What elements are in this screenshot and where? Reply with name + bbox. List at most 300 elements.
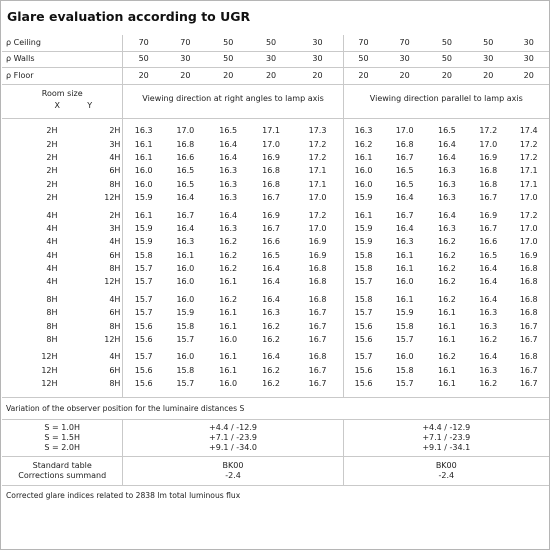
- footer-row: [2, 485, 549, 506]
- ugr-value: 16.2: [262, 321, 280, 331]
- table-row: [2, 320, 549, 333]
- room-x: 2H: [46, 152, 58, 162]
- ugr-value: 16.1: [354, 210, 373, 220]
- ugr-value: 15.7: [134, 294, 153, 304]
- ugr-value: 16.4: [479, 294, 498, 304]
- reflectance-value: 20: [123, 68, 164, 85]
- reflectance-value: 50: [250, 35, 293, 51]
- standard-parallel-table: BK00: [435, 460, 457, 470]
- ugr-value: 15.8: [354, 250, 373, 260]
- table-row: [2, 364, 549, 377]
- room-y: 12H: [64, 276, 123, 289]
- ugr-value: 16.5: [438, 126, 456, 136]
- standard-right-table: BK00: [222, 460, 244, 470]
- ugr-value: 16.5: [176, 166, 195, 176]
- page-title: Glare evaluation according to UGR: [7, 9, 251, 24]
- ugr-value: 16.4: [395, 223, 414, 233]
- room-y: 6H: [64, 307, 123, 320]
- reflectance-label: ρ Floor: [2, 68, 123, 85]
- ugr-value: 15.7: [134, 264, 153, 274]
- ugr-value: 16.8: [293, 351, 344, 364]
- ugr-value: 15.7: [395, 379, 414, 389]
- ugr-value: 16.7: [293, 307, 344, 320]
- ugr-value: 17.0: [262, 139, 280, 149]
- reflectance-label: ρ Ceiling: [2, 35, 123, 51]
- observer-parallel-value: +9.1 / -34.1: [422, 442, 471, 452]
- table-row: [2, 293, 549, 306]
- observer-parallel-value: +7.1 / -23.9: [422, 432, 471, 442]
- reflectance-value: 70: [343, 35, 383, 51]
- ugr-value: 16.0: [176, 264, 195, 274]
- ugr-value: 16.4: [219, 152, 238, 162]
- ugr-value: 17.3: [293, 125, 344, 138]
- ugr-value: 16.3: [479, 321, 498, 331]
- s-labels: [2, 419, 123, 456]
- ugr-value: 16.9: [262, 152, 280, 162]
- room-y: 8H: [64, 378, 123, 391]
- ugr-value: 15.9: [354, 237, 373, 247]
- ugr-value: 16.3: [219, 193, 238, 203]
- ugr-value: 16.8: [519, 294, 538, 304]
- ugr-value: 16.1: [219, 308, 238, 318]
- ugr-value: 17.0: [176, 126, 195, 136]
- room-size-label: Room size: [41, 88, 83, 98]
- ugr-value: 15.8: [354, 294, 373, 304]
- reflectance-value: 30: [383, 51, 425, 68]
- table-row: [2, 262, 549, 275]
- room-x: 2H: [46, 193, 58, 203]
- ugr-value: 16.7: [293, 333, 344, 346]
- room-y: 12H: [64, 333, 123, 346]
- room-x: 2H: [46, 139, 58, 149]
- ugr-value: 16.3: [479, 365, 498, 375]
- table-row: [2, 249, 549, 262]
- reflectance-value: 50: [207, 35, 250, 51]
- ugr-value: 16.9: [262, 210, 280, 220]
- ugr-value: 15.7: [354, 277, 373, 287]
- ugr-value: 17.2: [293, 151, 344, 164]
- ugr-value: 16.1: [354, 152, 373, 162]
- table-row: [2, 333, 549, 346]
- ugr-value: 16.4: [438, 152, 456, 162]
- ugr-value: 16.2: [219, 250, 238, 260]
- ugr-value: 17.0: [293, 191, 344, 204]
- ugr-value: 16.4: [262, 264, 280, 274]
- ugr-value: 16.1: [219, 277, 238, 287]
- ugr-value: 17.1: [293, 178, 344, 191]
- ugr-value: 16.6: [262, 237, 280, 247]
- ugr-value: 16.8: [293, 262, 344, 275]
- ugr-value: 16.4: [479, 264, 498, 274]
- ugr-value: 16.4: [438, 139, 456, 149]
- ugr-value: 16.5: [395, 179, 414, 189]
- reflectance-value: 30: [164, 51, 207, 68]
- room-size-header: [2, 84, 123, 118]
- ugr-value: 15.9: [134, 193, 153, 203]
- ugr-value: 16.4: [219, 210, 238, 220]
- ugr-value: 16.7: [293, 320, 344, 333]
- ugr-value: 15.7: [395, 335, 414, 345]
- ugr-value: 15.9: [354, 223, 373, 233]
- ugr-value: 16.2: [438, 237, 456, 247]
- ugr-value: 16.1: [395, 294, 414, 304]
- ugr-value: 16.3: [438, 179, 456, 189]
- view-parallel-header: Viewing direction parallel to lamp axis: [343, 84, 549, 118]
- ugr-value: 16.5: [262, 250, 280, 260]
- ugr-value: 16.8: [519, 352, 538, 362]
- reflectance-value: 50: [343, 51, 383, 68]
- ugr-value: 16.9: [479, 152, 498, 162]
- ugr-value: 16.6: [176, 152, 195, 162]
- ugr-value: 16.3: [479, 308, 498, 318]
- ugr-value: 16.8: [395, 139, 414, 149]
- ugr-value: 16.1: [438, 308, 456, 318]
- ugr-value: 16.5: [395, 166, 414, 176]
- ugr-value: 16.5: [219, 126, 238, 136]
- room-x: 12H: [41, 379, 58, 389]
- ugr-value: 16.1: [134, 152, 153, 162]
- ugr-value: 16.3: [176, 237, 195, 247]
- room-x: 2H: [46, 126, 58, 136]
- ugr-value: 17.0: [519, 193, 538, 203]
- ugr-value: 17.2: [479, 126, 498, 136]
- reflectance-value: 20: [250, 68, 293, 85]
- observer-right-value: +7.1 / -23.9: [209, 432, 257, 442]
- ugr-value: 15.8: [395, 365, 414, 375]
- ugr-value: 16.2: [219, 237, 238, 247]
- observer-parallel-value: +4.4 / -12.9: [422, 422, 471, 432]
- ugr-value: 17.1: [293, 165, 344, 178]
- ugr-value: 17.4: [519, 126, 538, 136]
- reflectance-label: ρ Walls: [2, 51, 123, 68]
- ugr-value: 16.7: [519, 379, 538, 389]
- ugr-value: 16.7: [479, 223, 498, 233]
- ugr-value: 16.2: [438, 250, 456, 260]
- ugr-value: 16.0: [176, 352, 195, 362]
- ugr-value: 16.7: [395, 152, 414, 162]
- ugr-value: 16.8: [262, 166, 280, 176]
- corrections-label: Corrections summand: [18, 470, 107, 480]
- ugr-value: 16.4: [176, 223, 195, 233]
- ugr-value: 16.7: [262, 193, 280, 203]
- ugr-value: 16.7: [262, 223, 280, 233]
- ugr-value: 15.7: [134, 308, 153, 318]
- observer-right-value: +4.4 / -12.9: [209, 422, 257, 432]
- reflectance-value: 70: [123, 35, 164, 51]
- ugr-value: 16.2: [262, 379, 280, 389]
- room-y: 8H: [64, 320, 123, 333]
- table-row: [2, 351, 549, 364]
- ugr-value: 16.1: [219, 352, 238, 362]
- table-row: [2, 191, 549, 204]
- ugr-table: [2, 35, 549, 506]
- reflectance-value: 50: [426, 35, 468, 51]
- s-label: S = 2.0H: [44, 442, 81, 452]
- x-label: X: [54, 100, 60, 110]
- ugr-value: 15.7: [176, 335, 195, 345]
- ugr-value: 16.0: [134, 166, 153, 176]
- ugr-value: 16.0: [354, 179, 373, 189]
- standard-right: [123, 456, 343, 485]
- observer-row: [2, 397, 549, 419]
- room-y: 3H: [64, 138, 123, 151]
- y-label: Y: [87, 100, 93, 110]
- ugr-value: 16.9: [293, 249, 344, 262]
- table-row: [2, 236, 549, 249]
- ugr-value: 16.4: [176, 193, 195, 203]
- ugr-value: 15.8: [395, 321, 414, 331]
- ugr-value: 16.1: [219, 321, 238, 331]
- table-row: [2, 378, 549, 391]
- ugr-value: 16.1: [438, 335, 456, 345]
- ugr-value: 16.1: [395, 264, 414, 274]
- room-y: 6H: [64, 165, 123, 178]
- room-x: 2H: [46, 179, 58, 189]
- room-x: 2H: [46, 166, 58, 176]
- reflectance-value: 70: [383, 35, 425, 51]
- ugr-value: 15.7: [134, 277, 153, 287]
- ugr-value: 16.2: [354, 139, 373, 149]
- ugr-value: 16.3: [219, 223, 238, 233]
- reflectance-value: 30: [250, 51, 293, 68]
- ugr-value: 16.2: [479, 335, 498, 345]
- ugr-value: 16.3: [354, 126, 373, 136]
- ugr-value: 16.9: [519, 250, 538, 260]
- ugr-value: 17.1: [519, 166, 538, 176]
- room-y: 6H: [64, 249, 123, 262]
- reflectance-value: 50: [468, 35, 508, 51]
- room-y: 8H: [64, 262, 123, 275]
- observer-right-values: [123, 419, 343, 456]
- ugr-value: 15.6: [134, 379, 153, 389]
- room-x: 4H: [46, 223, 58, 233]
- ugr-value: 16.3: [438, 223, 456, 233]
- ugr-value: 16.5: [176, 179, 195, 189]
- ugr-value: 15.7: [134, 352, 153, 362]
- ugr-value: 16.0: [395, 352, 414, 362]
- ugr-value: 16.8: [293, 276, 344, 289]
- ugr-value: 16.3: [262, 308, 280, 318]
- ugr-value: 16.3: [219, 166, 238, 176]
- room-x: 4H: [46, 237, 58, 247]
- ugr-value: 15.9: [134, 223, 153, 233]
- ugr-value: 16.4: [479, 277, 498, 287]
- ugr-value: 16.2: [438, 294, 456, 304]
- room-x: 8H: [46, 294, 58, 304]
- reflectance-value: 30: [508, 51, 549, 68]
- observer-values-row: [2, 419, 549, 456]
- reflectance-value: 20: [343, 68, 383, 85]
- ugr-value: 16.0: [219, 335, 238, 345]
- ugr-value: 16.4: [262, 352, 280, 362]
- reflectance-value: 20: [293, 68, 344, 85]
- ugr-value: 16.8: [176, 139, 195, 149]
- ugr-value: 16.8: [519, 264, 538, 274]
- standard-parallel-corr: -2.4: [438, 470, 455, 480]
- ugr-value: 16.4: [262, 294, 280, 304]
- ugr-value: 16.1: [395, 250, 414, 260]
- room-x: 12H: [41, 352, 58, 362]
- table-row: [2, 209, 549, 222]
- room-y: 3H: [64, 222, 123, 235]
- ugr-value: 16.3: [438, 193, 456, 203]
- reflectance-value: 20: [164, 68, 207, 85]
- ugr-value: 16.3: [134, 126, 153, 136]
- ugr-value: 15.9: [134, 237, 153, 247]
- table-row: [2, 178, 549, 191]
- ugr-value: 16.4: [219, 139, 238, 149]
- ugr-value: 16.7: [176, 210, 195, 220]
- reflectance-value: 30: [293, 51, 344, 68]
- ugr-value: 16.1: [438, 379, 456, 389]
- ugr-value: 15.8: [354, 264, 373, 274]
- room-x: 12H: [41, 365, 58, 375]
- ugr-value: 16.8: [479, 166, 498, 176]
- room-x: 8H: [46, 335, 58, 345]
- ugr-value: 16.4: [479, 352, 498, 362]
- room-y: 4H: [64, 293, 123, 306]
- column-header-row: [2, 84, 549, 118]
- ugr-value: 16.1: [134, 139, 153, 149]
- ugr-value: 17.0: [519, 223, 538, 233]
- ugr-value: 16.0: [176, 277, 195, 287]
- xy-labels: [27, 100, 97, 112]
- ugr-value: 17.0: [479, 139, 498, 149]
- room-x: 4H: [46, 264, 58, 274]
- ugr-value: 16.2: [219, 294, 238, 304]
- ugr-value: 16.2: [262, 335, 280, 345]
- room-x: 4H: [46, 250, 58, 260]
- ugr-value: 15.6: [354, 321, 373, 331]
- ugr-value: 16.0: [176, 294, 195, 304]
- ugr-value: 15.7: [354, 308, 373, 318]
- reflectance-row: [2, 35, 549, 51]
- ugr-value: 16.3: [219, 179, 238, 189]
- ugr-value: 15.6: [354, 365, 373, 375]
- ugr-value: 16.0: [354, 166, 373, 176]
- ugr-value: 16.2: [219, 264, 238, 274]
- standard-labels: [2, 456, 123, 485]
- ugr-value: 16.2: [438, 264, 456, 274]
- room-x: 4H: [46, 210, 58, 220]
- reflectance-value: 20: [426, 68, 468, 85]
- observer-right-value: +9.1 / -34.0: [209, 442, 257, 452]
- table-row: [2, 125, 549, 138]
- ugr-value: 17.2: [519, 152, 538, 162]
- ugr-value: 16.8: [519, 308, 538, 318]
- reflectance-value: 30: [293, 35, 344, 51]
- reflectance-value: 30: [468, 51, 508, 68]
- ugr-value: 16.2: [438, 352, 456, 362]
- reflectance-value: 20: [468, 68, 508, 85]
- room-y: 4H: [64, 151, 123, 164]
- ugr-value: 16.4: [395, 193, 414, 203]
- ugr-value: 16.7: [479, 193, 498, 203]
- ugr-value: 15.6: [354, 335, 373, 345]
- ugr-value: 17.2: [293, 138, 344, 151]
- ugr-value: 17.0: [519, 237, 538, 247]
- table-row: [2, 222, 549, 235]
- ugr-value: 16.8: [262, 179, 280, 189]
- ugr-value: 16.0: [395, 277, 414, 287]
- ugr-value: 16.7: [519, 321, 538, 331]
- ugr-value: 16.5: [479, 250, 498, 260]
- ugr-value: 16.2: [262, 365, 280, 375]
- view-right-header: Viewing direction at right angles to lamp axis: [123, 84, 343, 118]
- standard-table-row: [2, 456, 549, 485]
- ugr-value: 16.7: [395, 210, 414, 220]
- ugr-value: 16.1: [219, 365, 238, 375]
- room-y: 4H: [64, 351, 123, 364]
- room-y: 2H: [64, 209, 123, 222]
- ugr-value: 17.1: [262, 126, 280, 136]
- room-y: 6H: [64, 364, 123, 377]
- s-label: S = 1.5H: [44, 432, 81, 442]
- ugr-value: 16.0: [134, 179, 153, 189]
- ugr-value: 16.1: [176, 250, 195, 260]
- ugr-value: 16.0: [219, 379, 238, 389]
- standard-parallel: [343, 456, 549, 485]
- ugr-value: 16.4: [438, 210, 456, 220]
- reflectance-value: 50: [207, 51, 250, 68]
- ugr-value: 16.9: [479, 210, 498, 220]
- ugr-value: 16.9: [293, 236, 344, 249]
- ugr-value: 16.3: [438, 166, 456, 176]
- ugr-value: 16.1: [438, 321, 456, 331]
- ugr-value: 15.8: [176, 321, 195, 331]
- room-x: 8H: [46, 308, 58, 318]
- ugr-value: 16.7: [293, 364, 344, 377]
- ugr-value: 16.2: [479, 379, 498, 389]
- ugr-value: 17.2: [519, 210, 538, 220]
- ugr-value: 17.0: [395, 126, 414, 136]
- ugr-value: 15.6: [354, 379, 373, 389]
- ugr-value: 17.1: [519, 179, 538, 189]
- ugr-value: 16.2: [438, 277, 456, 287]
- reflectance-value: 20: [508, 68, 549, 85]
- room-y: 12H: [64, 191, 123, 204]
- ugr-value: 16.8: [519, 277, 538, 287]
- standard-table-label: Standard table: [32, 460, 92, 470]
- ugr-value: 16.8: [479, 179, 498, 189]
- ugr-value: 15.6: [134, 321, 153, 331]
- room-y: 2H: [64, 125, 123, 138]
- observer-parallel-values: [343, 419, 549, 456]
- ugr-value: 16.7: [293, 378, 344, 391]
- reflectance-value: 70: [164, 35, 207, 51]
- s-label: S = 1.0H: [44, 422, 81, 432]
- table-row: [2, 276, 549, 289]
- ugr-value: 15.7: [354, 352, 373, 362]
- ugr-value: 16.1: [134, 210, 153, 220]
- table-row: [2, 307, 549, 320]
- table-row: [2, 138, 549, 151]
- ugr-value: 15.8: [176, 365, 195, 375]
- reflectance-row: [2, 68, 549, 85]
- ugr-value: 16.7: [519, 365, 538, 375]
- ugr-value: 15.9: [354, 193, 373, 203]
- standard-right-corr: -2.4: [225, 470, 241, 480]
- reflectance-value: 20: [383, 68, 425, 85]
- reflectance-row: [2, 51, 549, 68]
- ugr-value: 16.7: [519, 335, 538, 345]
- ugr-value: 15.6: [134, 365, 153, 375]
- room-y: 8H: [64, 178, 123, 191]
- ugr-value: 17.2: [519, 139, 538, 149]
- reflectance-value: 30: [508, 35, 549, 51]
- ugr-value: 17.0: [293, 222, 344, 235]
- reflectance-value: 50: [123, 51, 164, 68]
